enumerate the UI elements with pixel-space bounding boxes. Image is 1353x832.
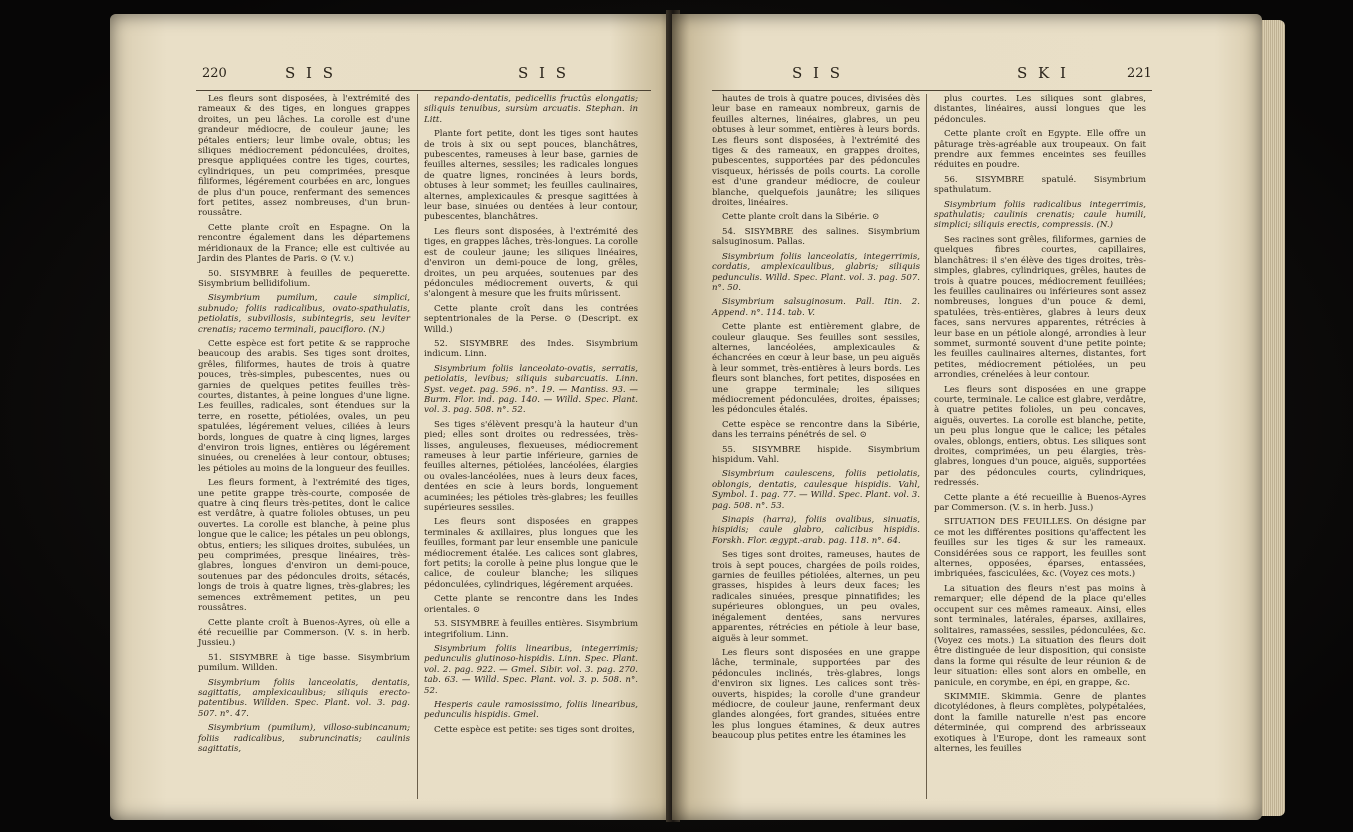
- right-col1-para: Cette plante croît dans la Sibérie. ⊙: [722, 212, 880, 223]
- left-col1-para: Cette espèce est fort petite & se rapproche beaucoup des arabis. Ses tiges sont droites, grêles, filiformes, hautes de trois à quatre pouces, très-simples, pubescentes, nues ou garnies de quelques petites feuilles très-courtes, distantes, à peine longues d'une ligne. Les feuilles, radicales, sont étendues sur la terre, en rosette, pétiolées, ovales, un peu spatulées, légérement velues, ciliées à leurs bords, longues de quatre à cinq lignes, larges d'environ trois lignes, entières ou légérement sinuées, ou crenelées à leur contour, obtuses; les pétioles au moins de la longueur des feuilles.: [198, 338, 410, 474]
- left-page: [110, 14, 678, 820]
- right-col2-para: Ses racines sont grêles, filiformes, garnies de quelques fibres courtes, capillaires, blanchâtres: il s'en élève des tiges droites, très-simples, glabres, cylindriques, grêles, hautes de trois à quatre pouces, médiocrement feuillées; les feuilles caulinaires ou inférieures sont assez nombreuses, longues d'un pouce & demi, spatulées, très-entières, glabres à leurs deux faces, sans nervures apparentes, rétrécies à leur base en un pétiole alongé, arrondies à leur sommet, surmonté souvent d'une petite pointe; les feuilles caulinaires alternes, distantes, fort petites, médiocrement pétiolées, un peu arrondies, crénelées à leur contour.: [934, 234, 1146, 381]
- left-col1-para: Sisymbrium (pumilum), villoso-subincanum; foliis radicalibus, subruncinatis; caulinis sagittatis,: [198, 723, 410, 754]
- left-col1-para: Les fleurs sont disposées, à l'extrémité des rameaux & des tiges, en longues grappes droites, un peu lâches. La corolle est d'une grandeur médiocre, de couleur jaune; les pétales entiers; leur limbe ovale, obtus; les siliques médiocrement pédonculées, droites, presque appliquées contre les tiges, courtes, cylindriques, un peu comprimées, presque filiformes, légérement courbées en arc, longues de plus d'un pouce, renfermant des semences fort petites, assez nombreuses, d'un brun-roussâtre.: [198, 94, 410, 219]
- left-col1-para: Les fleurs forment, à l'extrémité des tiges, une petite grappe très-courte, composée de quatre à cinq fleurs très-petites, dont le calice est verdâtre, à quatre folioles obtuses, un peu ouvertes. La corolle est blanche, à peine plus longue que le calice; les pétales un peu oblongs, obtus, entiers; les siliques droites, subulées, un peu comprimées, presque linéaires, très-glabres, longues d'environ un demi-pouce, soutenues par des pédoncules droits, sétacés, longs de trois à quatre lignes, très-glabres; les semences extrêmement petites, un peu roussâtres.: [198, 478, 410, 614]
- right-running-head-2: S K I: [1017, 64, 1069, 82]
- left-col2-para: 52. SISYMBRE des Indes. Sisymbrium indicum. Linn.: [424, 338, 638, 360]
- left-col2-para: 53. SISYMBRE à feuilles entières. Sisymbrium integrifolium. Linn.: [424, 619, 638, 640]
- left-col2-para: Plante fort petite, dont les tiges sont hautes de trois à six ou sept pouces, blanchâtres, pubescentes, rameuses à leur base, garnies de feuilles alternes, sessiles; les radicales longues de quatre lignes, roncinées à leurs bords, obtuses à leur sommet; les feuilles caulinaires, alternes, amplexicaules & presque sagittées à leur base, sinuées ou dentées à leur contour, pubescentes, blanchâtres.: [424, 129, 638, 223]
- left-col2-para: Sisymbrium foliis linearibus, integerrimis; pedunculis glutinoso-hispidis. Linn. Spec. Plant. vol. 2. pag. 922. — Gmel. Sibir. vol. 3. pag. 270. tab. 63. — Willd. Spec. Plant. vol. 3. p. 508. n°. 52.: [424, 643, 638, 696]
- right-col2-para: Cette plante a été recueillie à Buenos-Ayres par Commerson. (V. s. in herb. Juss.): [934, 492, 1146, 514]
- left-col2-para: Les fleurs sont disposées en grappes terminales & axillaires, plus longues que les feuilles, formant par leur ensemble une panicule médiocrement étalée. Les calices sont glabres, fort petits; la corolle à peine plus longue que le calice, de couleur blanche; les siliques pédonculées, cylindriques, légérement arquées.: [424, 517, 638, 590]
- right-col2-para: Sisymbrium foliis radicalibus integerrimis, spathulatis; caulinis crenatis; caule humili, simplici; siliquis erectis, compressis. (N.): [934, 199, 1146, 231]
- right-col2-para: Les fleurs sont disposées en une grappe courte, terminale. Le calice est glabre, verdâtre, à quatre petites folioles, un peu concaves, aiguës, ouvertes. La corolle est blanche, petite, un peu plus longue que le calice; les pétales ovales, oblongs, entiers, obtus. Les siliques sont droites, comprimées, un peu élargies, très-glabres, longues d'un pouce, aiguës, supportées par des pédoncules courts, cylindriques, redressés.: [934, 384, 1146, 489]
- right-col2-para: Cette plante croît en Egypte. Elle offre un pâturage très-agréable aux troupeaux. On fait prendre aux femmes enceintes ses feuilles réduites en poudre.: [934, 129, 1146, 171]
- right-col2-para: SITUATION DES FEUILLES. On désigne par ce mot les différentes positions qu'affectent les feuilles sur les tiges & sur les rameaux. Considérées sous ce rapport, les feuilles sont alternes, opposées, éparses, entassées, imbriquées, fasciculées, &c. (Voyez ces mots.): [934, 517, 1146, 580]
- left-col2-para: Sisymbrium foliis lanceolato-ovatis, serratis, petiolatis, levibus; siliquis subarcuatis. Linn. Syst. veget. pag. 596. n°. 19. — Mantiss. 93. — Burm. Flor. ind. pag. 140. — Willd. Spec. Plant. vol. 3. pag. 508. n°. 52.: [424, 363, 638, 416]
- right-col1-para: Les fleurs sont disposées en une grappe lâche, terminale, supportées par des pédoncules inclinés, très-glabres, longs d'environ six lignes. Les calices sont très-ouverts, hispides; la corolle d'une grandeur médiocre, de couleur jaune, renfermant deux glandes alongées, fort grandes, situées entre les plus longues étamines, & deux autres beaucoup plus petites entre les étamines les: [712, 647, 920, 742]
- left-col1-para: Cette plante croît en Espagne. On la rencontre également dans les départemens méridionaux de la France; elle est cultivée au Jardin des Plantes de Paris. ⊙ (V. v.): [198, 222, 410, 265]
- right-col1-para: Sinapis (harra), foliis ovalibus, sinuatis, hispidis; caule glabro, calicibus hispidis. Forskh. Flor. ægypt.-arab. pag. 118. n°. 64.: [712, 515, 920, 546]
- right-page: [672, 14, 1262, 820]
- right-col1-para: 55. SISYMBRE hispide. Sisymbrium hispidum. Vahl.: [712, 444, 920, 465]
- left-column-2: [424, 94, 638, 739]
- right-col1-para: Sisymbrium caulescens, foliis petiolatis, oblongis, dentatis, caulesque hispidis. Vahl, Symbol. 1. pag. 77. — Willd. Spec. Plant. vol. 3. pag. 508. n°. 53.: [712, 469, 920, 511]
- left-column-divider: [417, 94, 418, 799]
- right-col1-para: 54. SISYMBRE des salines. Sisymbrium salsuginosum. Pallas.: [712, 226, 920, 248]
- right-col2-para: plus courtes. Les siliques sont glabres, distantes, linéaires, aussi longues que les pédoncules.: [934, 94, 1146, 125]
- left-col1-para: Sisymbrium pumilum, caule simplici, subnudo; foliis radicalibus, ovato-spathulatis, petiolatis, subvillosis, subintegris, seu leviter crenatis; racemo terminali, paucifloro. (N.): [198, 293, 410, 335]
- right-column-2: [934, 94, 1146, 758]
- left-running-head-1: S I S: [285, 64, 337, 82]
- left-col2-para: Hesperis caule ramosissimo, foliis linearibus, pedunculis hispidis. Gmel.: [424, 699, 638, 721]
- left-col2-para: Les fleurs sont disposées, à l'extrémité des tiges, en grappes lâches, très-longues. La corolle est de couleur jaune; les siliques linéaires, d'environ un demi-pouce de long, grêles, droites, un peu arquées, soutenues par des pédoncules médiocrement ouverts, & qui s'alongent à mesure que les fruits mûrissent.: [424, 226, 638, 300]
- left-col1-para: Sisymbrium foliis lanceolatis, dentatis, sagittatis, amplexicaulibus; siliquis erecto-patentibus. Willden. Spec. Plant. vol. 3. pag. 507. n°. 47.: [198, 677, 410, 719]
- right-col2-para: 56. SISYMBRE spatulé. Sisymbrium spathulatum.: [934, 174, 1146, 196]
- right-col1-para: Cette plante est entièrement glabre, de couleur glauque. Ses feuilles sont sessiles, alternes, lancéolées, amplexicaules & échancrées en cœur à leur base, un peu aiguës à leur sommet, très-entières à leurs bords. Les fleurs sont blanches, fort petites, disposées en une grappe terminale; les siliques médiocrement pédonculées, droites, épaisses; les pédoncules étalés.: [712, 322, 920, 416]
- right-col1-para: Sisymbrium salsuginosum. Pall. Itin. 2. Append. n°. 114. tab. V.: [712, 297, 920, 318]
- right-col2-para: SKIMMIE. Skimmia. Genre de plantes dicotylédones, à fleurs complètes, polypétalées, dont la famille naturelle n'est pas encore déterminée, qui comprend des arbrisseaux exotiques à l'Europe, dont les rameaux sont alternes, les feuilles: [934, 691, 1146, 754]
- left-col2-para: Cette plante croît dans les contrées septentrionales de la Perse. ⊙ (Descript. ex Willd.): [424, 303, 638, 335]
- right-col1-para: Cette espèce se rencontre dans la Sibérie, dans les terrains pénétrés de sel. ⊙: [712, 419, 920, 441]
- right-col1-para: Sisymbrium foliis lanceolatis, integerrimis, cordatis, amplexicaulibus, glabris; siliquis pedunculis. Willd. Spec. Plant. vol. 3. pag. 507. n°. 50.: [712, 251, 920, 293]
- left-col1-para: Cette plante croît à Buenos-Ayres, où elle a été recueillie par Commerson. (V. s. in herb. Jussieu.): [198, 617, 410, 649]
- right-head-rule: [712, 90, 1152, 91]
- page-edges: [1261, 20, 1285, 816]
- right-column-divider: [926, 94, 927, 799]
- left-col1-para: 51. SISYMBRE à tige basse. Sisymbrium pumilum. Willden.: [198, 652, 410, 674]
- right-running-head-1: S I S: [792, 64, 844, 82]
- right-page-number: 221: [1127, 66, 1152, 81]
- left-head-rule: [196, 90, 651, 91]
- left-col2-para: repando-dentatis, pedicellis fructûs elongatis; siliquis tenuibus, sursùm arcuatis. Stephan. in Litt.: [424, 94, 638, 125]
- right-column-1: [712, 94, 920, 746]
- left-page-number: 220: [202, 66, 227, 81]
- left-col2-para: Cette espèce est petite: ses tiges sont droites,: [434, 724, 635, 735]
- right-col1-para: Ses tiges sont droites, rameuses, hautes de trois à sept pouces, chargées de poils roides, garnies de feuilles pétiolées, alternes, un peu grasses, hispides à leurs deux faces; les radicales sinuées, presque pinnatifides; les supérieures oblongues, un peu ovales, inégalement dentées, sans nervures apparentes, rétrécies en pétiole à leur base, aiguës à leur sommet.: [712, 550, 920, 644]
- left-col1-para: 50. SISYMBRE à feuilles de pequerette. Sisymbrium bellidifolium.: [198, 268, 410, 289]
- left-column-1: [198, 94, 410, 758]
- right-col2-para: La situation des fleurs n'est pas moins à remarquer; elle dépend de la place qu'elles occupent sur ces mêmes rameaux. Ainsi, elles sont terminales, latérales, éparses, axillaires, solitaires, ramassées, sessiles, pédonculées, &c. (Voyez ces mots.) La situation des fleurs doit être distinguée de leur disposition, qui consiste dans la forme qui résulte de leur réunion & de leur situation: elles sont alors en ombelle, en panicule, en corymbe, en épi, en grappe, &c.: [934, 583, 1146, 688]
- left-col2-para: Cette plante se rencontre dans les Indes orientales. ⊙: [424, 594, 638, 615]
- left-running-head-2: S I S: [518, 64, 570, 82]
- right-col1-para: hautes de trois à quatre pouces, divisées dès leur base en rameaux nombreux, garnis de feuilles alternes, linéaires, glabres, un peu obtuses à leur sommet, entières à leurs bords. Les fleurs sont disposées, à l'extrémité des tiges & des rameaux, en grappes droites, pubescentes, supportées par des pédoncules visqueux, hérissés de poils courts. La corolle est d'une grandeur médiocre, de couleur blanche, quelquefois jaunâtre; les siliques droites, linéaires.: [712, 94, 920, 209]
- left-col2-para: Ses tiges s'élèvent presqu'à la hauteur d'un pied; elles sont droites ou redressées, très-lisses, anguleuses, flexueuses, médiocrement rameuses à leur partie inférieure, garnies de feuilles alternes, pétiolées, lancéolées, élargies ou ovales-lancéolées, nues à leurs deux faces, dentées en scie à leurs bords, longuement acuminées; les pétioles très-glabres; les feuilles supérieures sessiles.: [424, 419, 638, 514]
